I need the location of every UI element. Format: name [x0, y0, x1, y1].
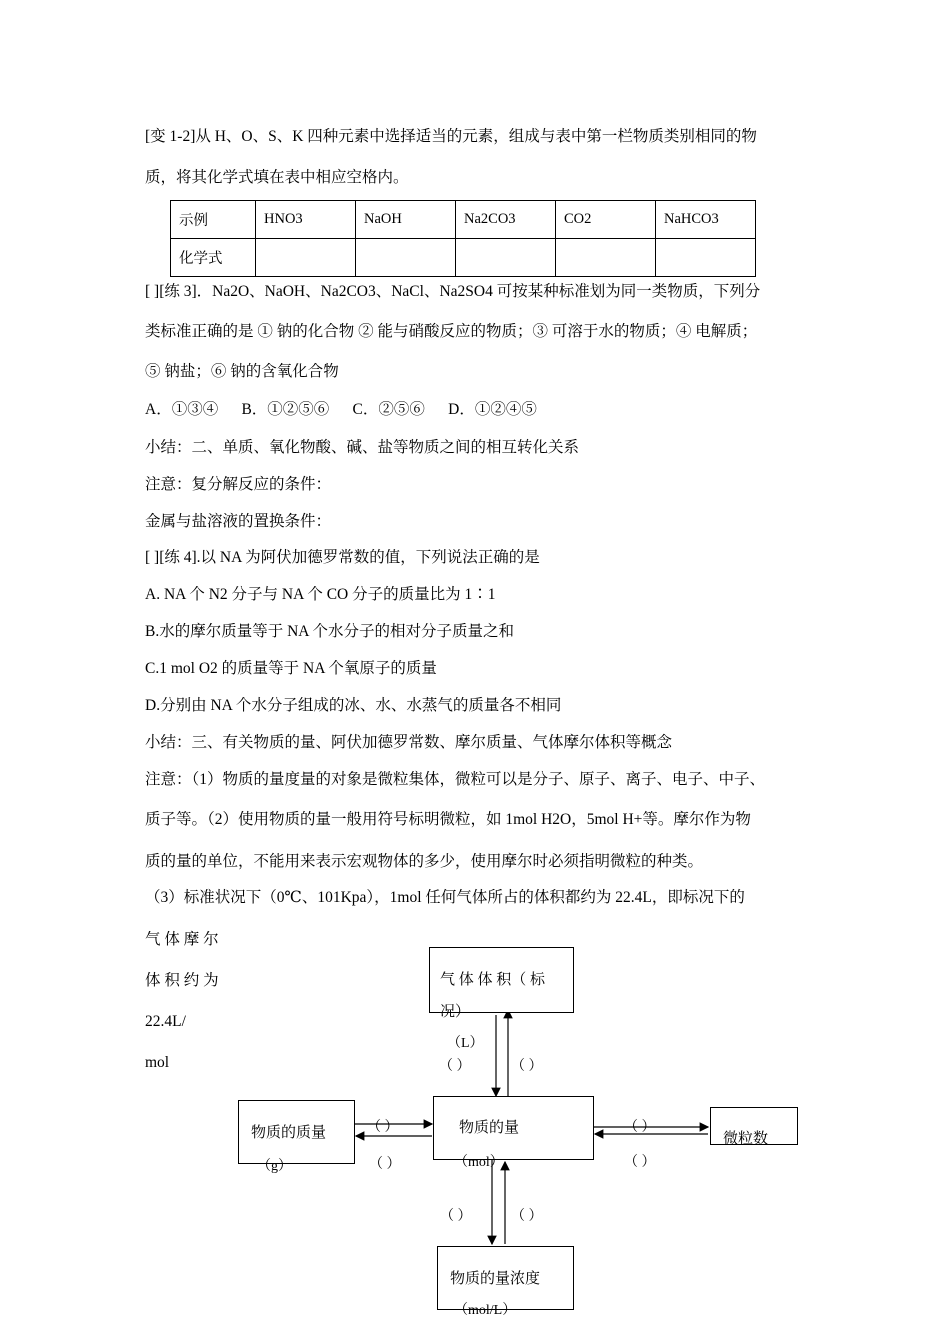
table-cell: HNO3 [256, 201, 356, 239]
option-a: A. NA 个 N2 分子与 NA 个 CO 分子的质量比为 1∶1 [145, 586, 496, 603]
note-line-10: mol [145, 1054, 170, 1071]
text-line-1: [变 1-2]从 H、O、S、K 四种元素中选择适当的元素，组成与表中第一栏物质类别相同的物 [145, 128, 757, 145]
note-line-2: 金属与盐溶液的置换条件： [145, 513, 332, 530]
amount-label: 物质的量 [459, 1120, 520, 1136]
amount-unit: （mol） [454, 1155, 504, 1170]
particles-box [710, 1107, 798, 1145]
blank-mass-top[interactable]: （ ） [367, 1120, 399, 1135]
text-line-4: 类标准正确的是 ① 钠的化合物 ② 能与硝酸反应的物质；③ 可溶于水的物质；④ 电解质； [145, 323, 758, 340]
concentration-unit: （mol/L） [454, 1303, 517, 1318]
note-line-1: 注意：复分解反应的条件： [145, 476, 332, 493]
summary-line-2: 小结：二、单质、氧化物酸、碱、盐等物质之间的相互转化关系 [145, 439, 580, 456]
option-b: B.水的摩尔质量等于 NA 个水分子的相对分子质量之和 [145, 623, 514, 640]
note-line-3: 注意：（1）物质的量度量的对象是微粒集体，微粒可以是分子、原子、离子、电子、中子、 [145, 771, 766, 788]
concentration-label: 物质的量浓度 [450, 1271, 541, 1287]
option-c: C.1 mol O2 的质量等于 NA 个氧原子的质量 [145, 660, 437, 677]
choices-line: A．①③④ B．①②⑤⑥ C．②⑤⑥ D．①②④⑤ [145, 401, 537, 418]
concentration-box [437, 1246, 574, 1318]
note-line-7: 气 体 摩 尔 [145, 931, 219, 948]
mass-box [238, 1100, 355, 1174]
note-line-4: 质子等。（2）使用物质的量一般用符号标明微粒，如 1mol H2O，5mol H+等。摩尔作为物 [145, 811, 751, 828]
table-cell: CO2 [556, 201, 656, 239]
mass-unit: （g） [257, 1159, 292, 1174]
blank-gas-right[interactable]: （ ） [511, 1059, 543, 1074]
table-cell: 化学式 [171, 239, 256, 277]
blank-mass-bottom[interactable]: （ ） [369, 1157, 401, 1172]
exercise-4-line: [ ][练 4].以 NA 为阿伏加德罗常数的值，下列说法正确的是 [145, 549, 540, 566]
text-line-2: 质，将其化学式填在表中相应空格内。 [145, 169, 409, 186]
table-cell: Na2CO3 [456, 201, 556, 239]
particles-label: 微粒数 [723, 1131, 769, 1147]
note-line-6: （3）标准状况下（0℃、101Kpa），1mol 任何气体所占的体积都约为 22.4L，即标况下的 [145, 889, 745, 906]
table-cell: NaOH [356, 201, 456, 239]
gas-volume-box [429, 947, 574, 1020]
table-cell: NaHCO3 [656, 201, 756, 239]
mass-label: 物质的质量 [251, 1125, 327, 1141]
note-line-8: 体 积 约 为 [145, 972, 219, 989]
note-line-9: 22.4L/ [145, 1013, 186, 1030]
amount-of-substance-box [433, 1096, 594, 1170]
gas-volume-label-2: 况） [440, 1004, 471, 1020]
blank-concentration-left[interactable]: （ ） [440, 1209, 472, 1224]
gas-volume-unit: （L） [447, 1036, 484, 1051]
text-line-3: [ ][练 3]．Na2O、NaOH、Na2CO3、NaCl、Na2SO4 可按某种标准划为同一类物质，下列分 [145, 283, 761, 300]
blank-concentration-right[interactable]: （ ） [511, 1209, 543, 1224]
text-line-5: ⑤ 钠盐；⑥ 钠的含氧化合物 [145, 363, 339, 380]
summary-line-3: 小结：三、有关物质的量、阿伏加德罗常数、摩尔质量、气体摩尔体积等概念 [145, 734, 673, 751]
gas-volume-label: 气 体 体 积（ 标 [440, 972, 546, 988]
blank-gas-left[interactable]: （ ） [439, 1059, 471, 1074]
blank-particles-bottom[interactable]: （ ） [624, 1155, 656, 1170]
note-line-5: 质的量的单位，不能用来表示宏观物体的多少，使用摩尔时必须指明微粒的种类。 [145, 853, 704, 870]
blank-particles-top[interactable]: （ ） [624, 1120, 656, 1135]
option-d: D.分别由 NA 个水分子组成的冰、水、水蒸气的质量各不相同 [145, 697, 562, 714]
table-cell: 示例 [171, 201, 256, 239]
